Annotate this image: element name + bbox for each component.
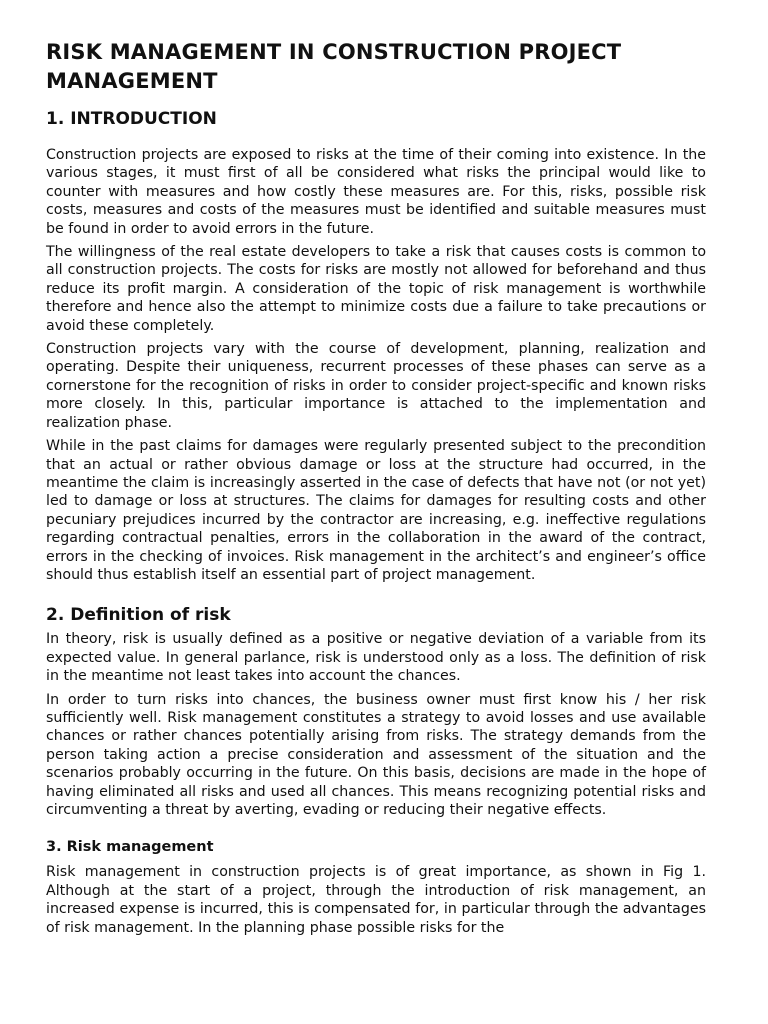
paragraph: Risk management in construction projects is of great importance, as shown in Fig 1. Although at the start of a project, through the introduction of risk management, an increased expense is incurred, this is compensated for, in particular through the advantages of risk management. In the planning phase possible risks for the	[46, 864, 706, 936]
document-title: RISK MANAGEMENT IN CONSTRUCTION PROJECT MANAGEMENT	[46, 40, 622, 93]
section-heading-definition: 2. Definition of risk	[46, 605, 231, 626]
section-heading-introduction: 1. INTRODUCTION	[46, 109, 217, 129]
paragraph: In order to turn risks into chances, the business owner must first know his / her risk sufficiently well. Risk management constitutes a strategy to avoid losses and use available chances or rather chances potentially arising from risks. The strategy demands from the person taking action a precise consideration and assessment of the situation and the scenarios probably occurring in the future. On this basis, decisions are made in the hope of having eliminated all risks and used all chances. This means recognizing potential risks and circumventing a threat by averting, evading or reducing their negative effects.	[46, 691, 706, 818]
paragraph: The willingness of the real estate developers to take a risk that causes costs is common to all construction projects. The costs for risks are mostly not allowed for beforehand and thus reduce its profit margin. A consideration of the topic of risk management is worthwhile therefore and hence also the attempt to minimize costs due a failure to take precautions or avoid these completely.	[46, 244, 706, 334]
paragraph: Construction projects are exposed to risks at the time of their coming into existence. In the various stages, it must first of all be considered what risks the principal would like to counter with measures and how costly these measures are. For this, risks, possible risk costs, measures and costs of the measures must be identified and suitable measures must be found in order to avoid errors in the future.	[46, 147, 706, 237]
section-heading-risk-management: 3. Risk management	[46, 839, 214, 856]
paragraph: In theory, risk is usually defined as a positive or negative deviation of a variable from its expected value. In general parlance, risk is understood only as a loss. The definition of risk in the meantime not least takes into account the chances.	[46, 631, 706, 685]
paragraph: While in the past claims for damages were regularly presented subject to the precondition that an actual or rather obvious damage or loss at the structure had occurred, in the meantime the claim is increasingly asserted in the case of defects that have not (or not yet) led to damage or loss at structures. The claims for damages for resulting costs and other pecuniary prejudices incurred by the contractor are increasing, e.g. ineffective regulations regarding contractual penalties, errors in the collaboration in the award of the contract, errors in the checking of invoices. Risk management in the architect’s and engineer’s office should thus establish itself an essential part of project management.	[46, 438, 706, 583]
paragraph: Construction projects vary with the course of development, planning, realization and operating. Despite their uniqueness, recurrent processes of these phases can serve as a cornerstone for the recognition of risks in order to consider project-specific and known risks more closely. In this, particular importance is attached to the implementation and realization phase.	[46, 341, 706, 431]
